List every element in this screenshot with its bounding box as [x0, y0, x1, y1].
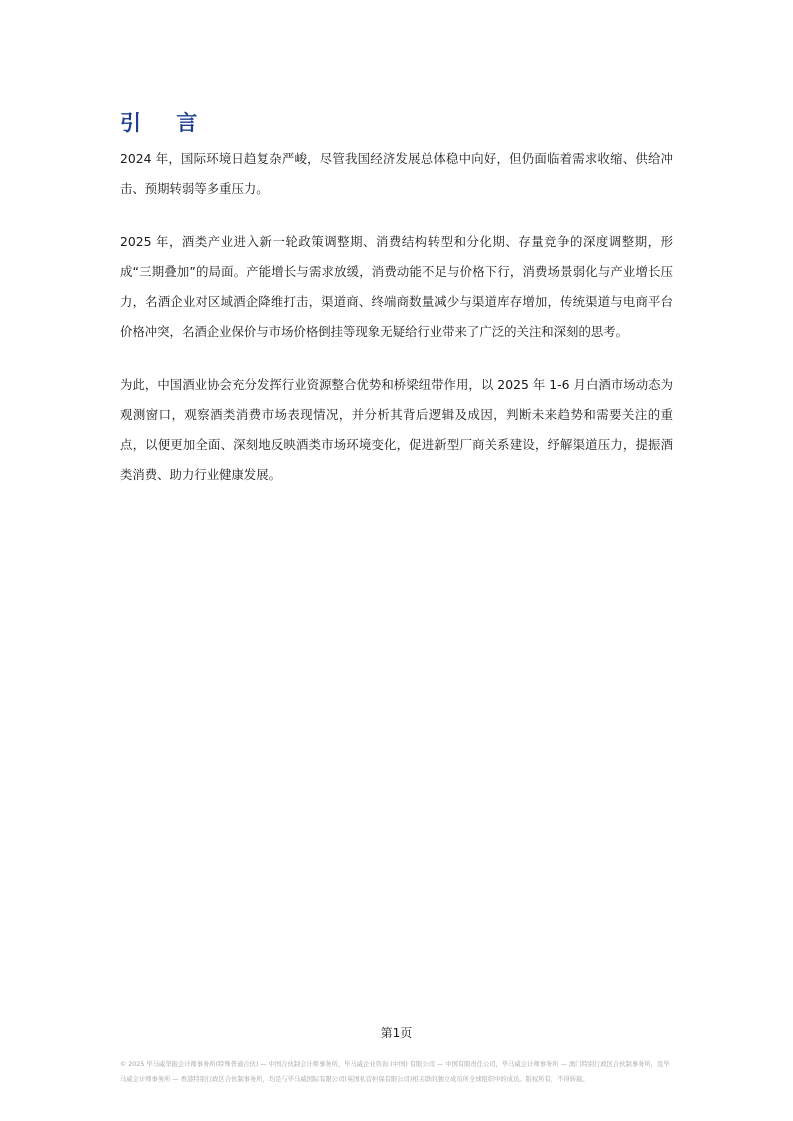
footer-legal-notice: © 2025 毕马威华振会计师事务所(特殊普通合伙) — 中国合伙制会计师事务所，毕马威企业咨询 (中国) 有限公司 — 中国有限责任公司，毕马威会计师事务所 — 澳门特别行政区合伙制事务所，及毕马威会计师事务所 — 香港特别行政区合伙制事务所，均是与毕马威国际有限公司(英国私营担保有限公司)相关联的独立成员所全球组织中的成员。版权所有，不得转载。 [120, 1061, 670, 1083]
paragraph-2: 2025 年，酒类产业进入新一轮政策调整期、消费结构转型和分化期、存量竞争的深度调整期，形成“三期叠加”的局面。产能增长与需求放缓，消费动能不足与价格下行，消费场景弱化与产业增长压力，名酒企业对区域酒企降维打击，渠道商、终端商数量减少与渠道库存增加，传统渠道与电商平台价格冲突，名酒企业保价与市场价格倒挂等现象无疑给行业带来了广泛的关注和深刻的思考。 [120, 234, 673, 339]
page-number: 第1页 [380, 1026, 413, 1040]
body-text [120, 144, 673, 513]
paragraph-3: 为此，中国酒业协会充分发挥行业资源整合优势和桥梁纽带作用，以 2025 年 1-6 月白酒市场动态为观测窗口，观察酒类消费市场表现情况，并分析其背后逻辑及成因，判断未来趋势和需要关注的重点，以便更加全面、深刻地反映酒类市场环境变化，促进新型厂商关系建设，纾解渠道压力，提振酒类消费、助力行业健康发展。 [120, 377, 673, 482]
page-title: 引 言 [120, 111, 212, 135]
paragraph-1: 2024 年，国际环境日趋复杂严峻，尽管我国经济发展总体稳中向好，但仍面临着需求收缩、供给冲击、预期转弱等多重压力。 [120, 151, 673, 196]
